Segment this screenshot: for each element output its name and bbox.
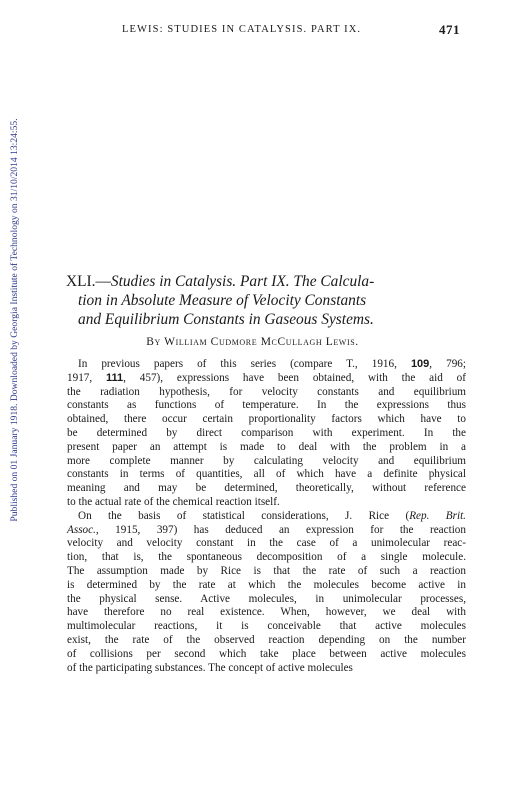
body-line: the physical sense. Active molecules, in unimolecular processes,	[67, 592, 466, 605]
provenance-text: Published on 01 January 1918. Downloaded by Georgia Institute of Technology on 31/10/2014 13:24:55.	[9, 118, 20, 522]
body-line: The assumption made by Rice is that the rate of such a reaction	[67, 564, 466, 577]
title-line-2	[66, 291, 466, 310]
title-line-3	[66, 310, 466, 329]
title-line-2-text: tion in Absolute Measure of Velocity Constants	[78, 292, 367, 309]
title-line-1	[66, 272, 466, 291]
body-line: constants in terms of quantities, all of which have a definite physical	[67, 468, 466, 481]
body-line: to the actual rate of the chemical reaction itself.	[67, 495, 280, 508]
title-line-1-text: XLI.—Studies in Catalysis. Part IX. The Calcula-	[66, 273, 375, 290]
body-line: On the basis of statistical considerations, J. Rice (Rep. Brit.	[78, 509, 466, 522]
body-line: of collisions per second which take place between active molecules	[67, 647, 466, 660]
body-line: the radiation hypothesis, for velocity constants and equilibrium	[67, 385, 466, 398]
body-line: more complete manner by calculating velocity and equilibrium	[67, 454, 466, 467]
author-byline	[0, 336, 505, 348]
page-number: 471	[439, 22, 460, 37]
provenance-sidebar	[0, 60, 18, 580]
body-line: meaning and may be determined, theoretically, without reference	[67, 482, 466, 495]
body-line: is determined by the rate at which the molecules become active in	[67, 578, 466, 591]
body-line: have therefore no real existence. When, however, we deal with	[67, 606, 466, 619]
body-line: present paper an attempt is made to deal with the problem in a	[67, 440, 466, 453]
body-line: 1917, 111, 457), expressions have been obtained, with the aid of	[67, 371, 466, 384]
running-header	[122, 22, 460, 38]
author-name: By William Cudmore McCullagh Lewis.	[146, 336, 359, 348]
body-line: multimolecular reactions, it is conceivable that active molecules	[67, 620, 466, 633]
body-line: constants as functions of temperature. In the expressions thus	[67, 399, 466, 412]
article-body	[67, 358, 466, 675]
body-line: In previous papers of this series (compare T., 1916, 109, 796;	[78, 358, 466, 370]
body-line: Assoc., 1915, 397) has deduced an expression for the reaction	[67, 523, 466, 536]
body-line: exist, the rate of the observed reaction depending on the number	[67, 633, 466, 646]
body-line: tion, that is, the spontaneous decomposition of a single molecule.	[67, 551, 466, 564]
body-line: obtained, there occur certain proportionality factors which have to	[67, 413, 466, 426]
title-line-3-text: and Equilibrium Constants in Gaseous Systems.	[78, 311, 374, 328]
body-line: of the participating substances. The concept of active molecules	[67, 661, 353, 674]
article-title	[66, 272, 466, 329]
body-line: be determined by direct comparison with experiment. In the	[67, 426, 466, 439]
running-title: LEWIS: STUDIES IN CATALYSIS. PART IX.	[122, 24, 362, 35]
body-line: velocity and velocity constant in the case of a unimolecular reac-	[67, 537, 466, 550]
